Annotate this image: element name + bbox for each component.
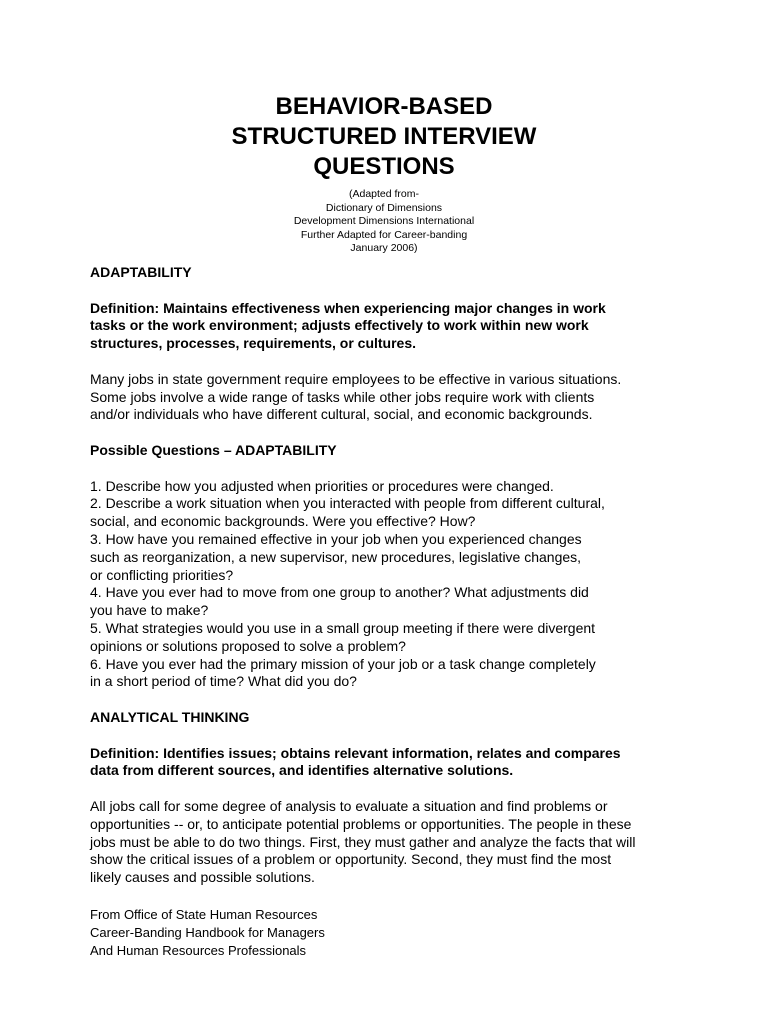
adaptability-intro-line: Some jobs involve a wide range of tasks while other jobs require work with clients: [90, 388, 595, 405]
source-footer: [90, 906, 325, 959]
analytical-intro-line: likely causes and possible solutions.: [90, 869, 315, 886]
analytical-intro-line: All jobs call for some degree of analysis to evaluate a situation and find problems or: [90, 797, 608, 814]
footer-line: Career-Banding Handbook for Managers: [90, 924, 325, 940]
page-title-line-2: STRUCTURED INTERVIEW: [231, 123, 537, 150]
question-line: in a short period of time? What did you do?: [90, 673, 357, 690]
question-line: 2. Describe a work situation when you interacted with people from different cultural,: [90, 495, 605, 512]
footer-line: From Office of State Human Resources: [90, 907, 318, 922]
source-line: January 2006): [350, 242, 418, 254]
question-line: 1. Describe how you adjusted when priorities or procedures were changed.: [90, 477, 554, 494]
section-heading-analytical-thinking: ANALYTICAL THINKING: [90, 708, 250, 725]
source-line: Dictionary of Dimensions: [325, 201, 443, 214]
section-heading-adaptability: ADAPTABILITY: [90, 264, 192, 280]
question-line: 4. Have you ever had to move from one group to another? What adjustments did: [90, 584, 589, 601]
adaptability-questions-heading: Possible Questions – ADAPTABILITY: [90, 441, 337, 458]
adaptability-definition-line: Definition: Maintains effectiveness when experiencing major changes in work: [90, 299, 606, 316]
question-line: you have to make?: [90, 602, 209, 619]
question-line: opinions or solutions proposed to solve a problem?: [90, 637, 406, 654]
page-title-line-1: BEHAVIOR-BASED: [275, 93, 493, 120]
page-title-line-3: QUESTIONS: [313, 153, 455, 180]
question-line: 6. Have you ever had the primary mission of your job or a task change completely: [90, 655, 596, 672]
analytical-intro-line: jobs must be able to do two things. First, they must gather and analyze the facts that will: [90, 833, 636, 850]
analytical-intro-line: opportunities -- or, to anticipate potential problems or opportunities. The people in these: [90, 815, 632, 832]
question-line: 5. What strategies would you use in a small group meeting if there were divergent: [90, 619, 596, 636]
analytical-definition-line: data from different sources, and identifies alternative solutions.: [90, 762, 514, 779]
source-line: Development Dimensions International: [293, 215, 475, 227]
question-line: such as reorganization, a new supervisor, new procedures, legislative changes,: [90, 548, 582, 565]
source-note: [0, 188, 768, 256]
footer-line: And Human Resources Professionals: [90, 942, 307, 958]
question-line: or conflicting priorities?: [90, 566, 234, 583]
adaptability-intro-line: and/or individuals who have different cultural, social, and economic backgrounds.: [90, 406, 593, 423]
adaptability-definition-line: tasks or the work environment; adjusts effectively to work within new work: [90, 317, 589, 334]
analytical-intro-line: show the critical issues of a problem or opportunity. Second, they must find the most: [90, 851, 612, 868]
source-line: (Adapted from-: [348, 188, 420, 200]
document-header: [0, 92, 768, 256]
adaptability-definition-line: structures, processes, requirements, or cultures.: [90, 335, 417, 352]
question-line: 3. How have you remained effective in your job when you experienced changes: [90, 530, 582, 547]
analytical-definition-line: Definition: Identifies issues; obtains relevant information, relates and compares: [90, 744, 621, 761]
adaptability-intro-line: Many jobs in state government require employees to be effective in various situations.: [90, 370, 622, 387]
question-line: social, and economic backgrounds. Were you effective? How?: [90, 513, 476, 530]
document-body: [90, 264, 730, 887]
source-line: Further Adapted for Career-banding: [300, 228, 468, 241]
